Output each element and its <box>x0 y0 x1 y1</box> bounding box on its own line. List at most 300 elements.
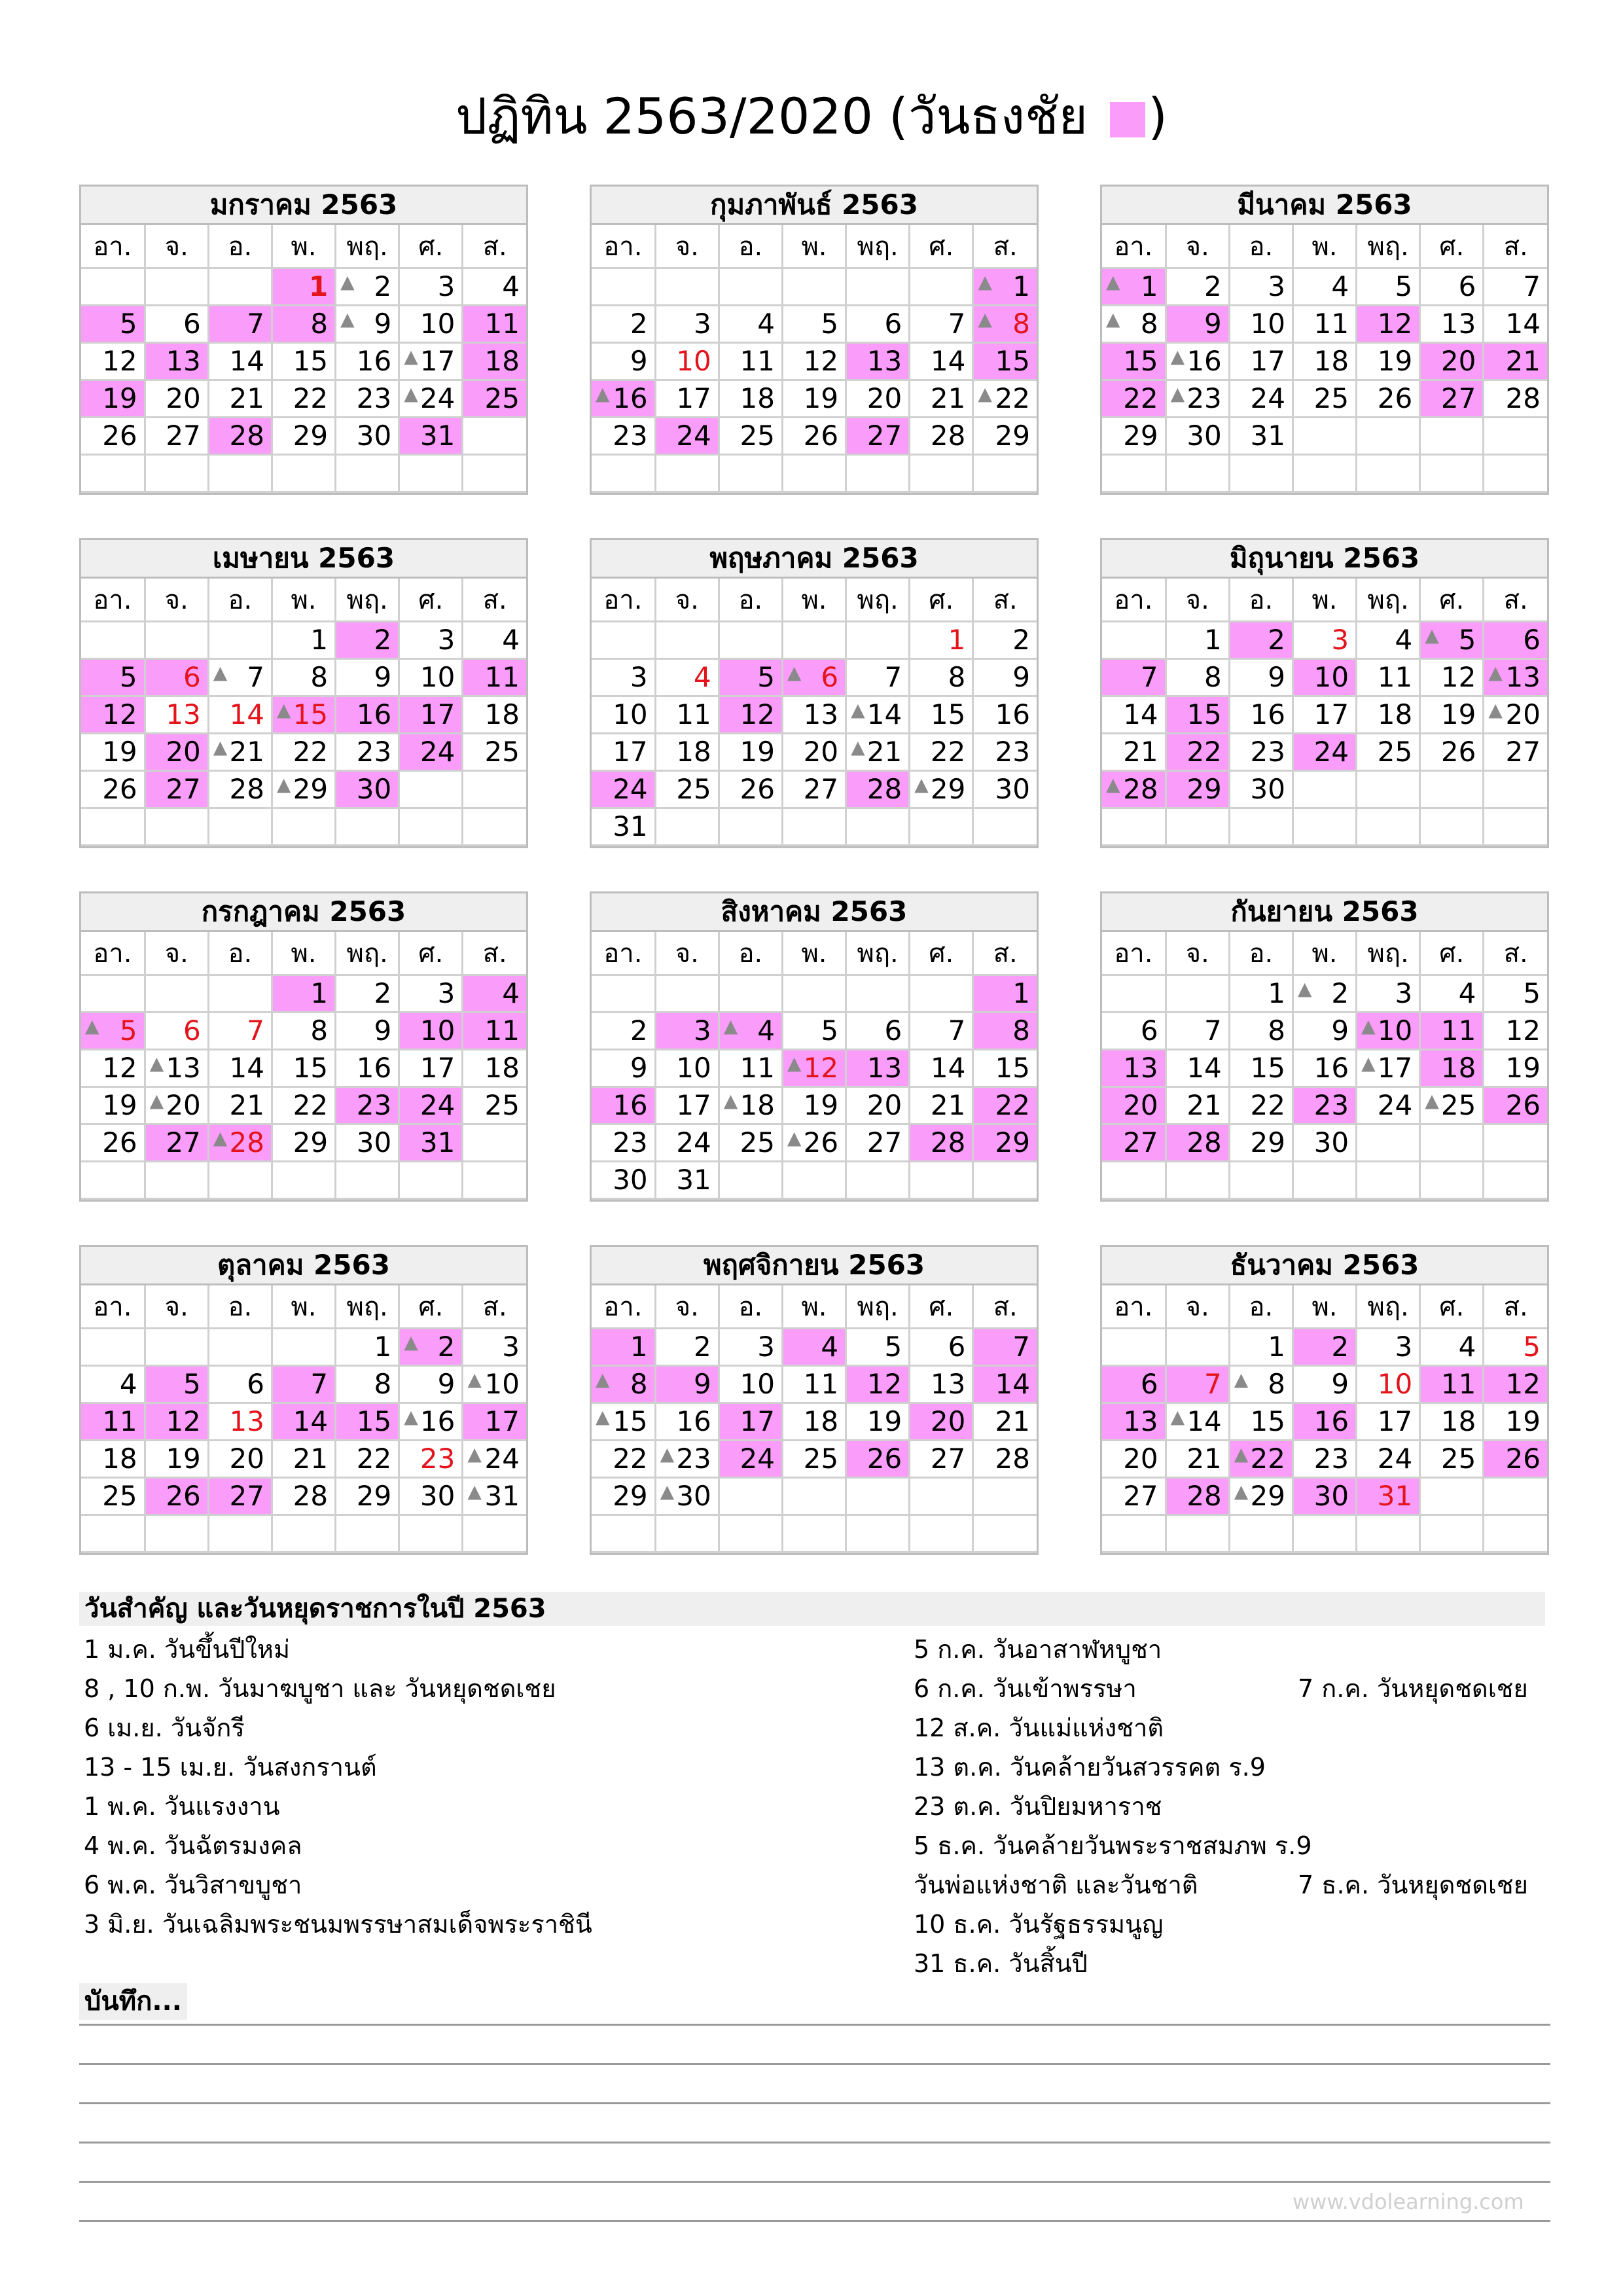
day-cell[interactable] <box>336 343 399 380</box>
day-cell[interactable] <box>973 268 1037 306</box>
day-cell[interactable] <box>592 696 655 734</box>
day-cell[interactable] <box>81 1124 145 1162</box>
day-cell[interactable] <box>782 659 846 696</box>
day-cell[interactable] <box>272 1050 335 1087</box>
day-cell[interactable] <box>846 1403 910 1441</box>
day-cell[interactable] <box>145 1050 208 1087</box>
day-cell[interactable] <box>1102 696 1166 734</box>
day-cell[interactable] <box>910 771 973 808</box>
day-cell[interactable] <box>272 306 335 343</box>
day-cell[interactable] <box>1102 1013 1166 1050</box>
day-cell[interactable] <box>910 1329 973 1366</box>
day-cell[interactable] <box>846 696 910 734</box>
day-cell[interactable] <box>910 1050 973 1087</box>
day-cell[interactable] <box>719 1013 782 1050</box>
day-cell[interactable] <box>846 306 910 343</box>
day-cell[interactable] <box>973 622 1037 659</box>
day-cell[interactable] <box>463 734 526 771</box>
day-cell[interactable] <box>272 1087 335 1124</box>
day-cell[interactable] <box>846 771 910 808</box>
day-cell[interactable] <box>463 1441 526 1478</box>
day-cell[interactable] <box>655 1478 719 1515</box>
day-cell[interactable] <box>1357 268 1420 306</box>
day-cell[interactable] <box>655 343 719 380</box>
day-cell[interactable] <box>1166 734 1229 771</box>
day-cell[interactable] <box>1357 975 1420 1013</box>
day-cell[interactable] <box>782 1013 846 1050</box>
day-cell[interactable] <box>782 1366 846 1403</box>
day-cell[interactable] <box>145 1403 208 1441</box>
day-cell[interactable] <box>208 1366 272 1403</box>
day-cell[interactable] <box>1420 975 1484 1013</box>
day-cell[interactable] <box>1102 1087 1166 1124</box>
day-cell[interactable] <box>1293 659 1356 696</box>
day-cell[interactable] <box>1166 306 1229 343</box>
day-cell[interactable] <box>1357 622 1420 659</box>
day-cell[interactable] <box>145 380 208 418</box>
day-cell[interactable] <box>655 1329 719 1366</box>
day-cell[interactable] <box>1420 1441 1484 1478</box>
day-cell[interactable] <box>1357 734 1420 771</box>
day-cell[interactable] <box>1357 1013 1420 1050</box>
day-cell[interactable] <box>272 380 335 418</box>
day-cell[interactable] <box>1484 1087 1547 1124</box>
day-cell[interactable] <box>208 418 272 455</box>
day-cell[interactable] <box>1357 659 1420 696</box>
day-cell[interactable] <box>910 1403 973 1441</box>
day-cell[interactable] <box>592 418 655 455</box>
day-cell[interactable] <box>910 380 973 418</box>
day-cell[interactable] <box>782 1050 846 1087</box>
day-cell[interactable] <box>1293 1441 1356 1478</box>
day-cell[interactable] <box>719 1366 782 1403</box>
day-cell[interactable] <box>1229 1124 1293 1162</box>
day-cell[interactable] <box>655 734 719 771</box>
day-cell[interactable] <box>463 1403 526 1441</box>
day-cell[interactable] <box>1420 622 1484 659</box>
day-cell[interactable] <box>208 734 272 771</box>
day-cell[interactable] <box>592 380 655 418</box>
day-cell[interactable] <box>399 1013 463 1050</box>
day-cell[interactable] <box>399 659 463 696</box>
day-cell[interactable] <box>81 1050 145 1087</box>
day-cell[interactable] <box>145 1087 208 1124</box>
day-cell[interactable] <box>1420 1329 1484 1366</box>
day-cell[interactable] <box>1166 696 1229 734</box>
day-cell[interactable] <box>1166 659 1229 696</box>
day-cell[interactable] <box>592 1050 655 1087</box>
day-cell[interactable] <box>782 418 846 455</box>
day-cell[interactable] <box>145 1478 208 1515</box>
day-cell[interactable] <box>272 771 335 808</box>
day-cell[interactable] <box>973 1087 1037 1124</box>
day-cell[interactable] <box>399 380 463 418</box>
day-cell[interactable] <box>719 771 782 808</box>
day-cell[interactable] <box>910 659 973 696</box>
day-cell[interactable] <box>1229 734 1293 771</box>
day-cell[interactable] <box>1420 1050 1484 1087</box>
day-cell[interactable] <box>399 268 463 306</box>
day-cell[interactable] <box>1166 1478 1229 1515</box>
day-cell[interactable] <box>1484 1329 1547 1366</box>
day-cell[interactable] <box>1166 1087 1229 1124</box>
memo-line[interactable] <box>79 2181 1550 2183</box>
day-cell[interactable] <box>272 696 335 734</box>
day-cell[interactable] <box>1357 1329 1420 1366</box>
day-cell[interactable] <box>1229 1403 1293 1441</box>
day-cell[interactable] <box>463 1366 526 1403</box>
day-cell[interactable] <box>208 1013 272 1050</box>
day-cell[interactable] <box>973 418 1037 455</box>
day-cell[interactable] <box>719 659 782 696</box>
day-cell[interactable] <box>81 380 145 418</box>
day-cell[interactable] <box>1102 268 1166 306</box>
day-cell[interactable] <box>655 696 719 734</box>
day-cell[interactable] <box>336 1403 399 1441</box>
day-cell[interactable] <box>272 1441 335 1478</box>
day-cell[interactable] <box>1293 975 1356 1013</box>
day-cell[interactable] <box>1484 696 1547 734</box>
day-cell[interactable] <box>719 1087 782 1124</box>
day-cell[interactable] <box>719 418 782 455</box>
day-cell[interactable] <box>1102 771 1166 808</box>
day-cell[interactable] <box>655 306 719 343</box>
day-cell[interactable] <box>655 1366 719 1403</box>
day-cell[interactable] <box>910 343 973 380</box>
day-cell[interactable] <box>782 734 846 771</box>
day-cell[interactable] <box>1102 1124 1166 1162</box>
day-cell[interactable] <box>1420 1087 1484 1124</box>
day-cell[interactable] <box>1484 1366 1547 1403</box>
day-cell[interactable] <box>1102 306 1166 343</box>
day-cell[interactable] <box>336 1366 399 1403</box>
day-cell[interactable] <box>336 771 399 808</box>
day-cell[interactable] <box>910 306 973 343</box>
day-cell[interactable] <box>399 622 463 659</box>
day-cell[interactable] <box>463 1329 526 1366</box>
day-cell[interactable] <box>1293 1050 1356 1087</box>
day-cell[interactable] <box>208 1050 272 1087</box>
day-cell[interactable] <box>592 1162 655 1199</box>
day-cell[interactable] <box>272 659 335 696</box>
day-cell[interactable] <box>655 659 719 696</box>
day-cell[interactable] <box>208 1087 272 1124</box>
day-cell[interactable] <box>782 1087 846 1124</box>
day-cell[interactable] <box>1102 343 1166 380</box>
day-cell[interactable] <box>782 1403 846 1441</box>
day-cell[interactable] <box>719 696 782 734</box>
day-cell[interactable] <box>719 1329 782 1366</box>
day-cell[interactable] <box>592 771 655 808</box>
day-cell[interactable] <box>782 380 846 418</box>
day-cell[interactable] <box>655 1162 719 1199</box>
day-cell[interactable] <box>655 771 719 808</box>
day-cell[interactable] <box>592 343 655 380</box>
day-cell[interactable] <box>1420 1013 1484 1050</box>
day-cell[interactable] <box>208 659 272 696</box>
day-cell[interactable] <box>846 659 910 696</box>
day-cell[interactable] <box>1420 1366 1484 1403</box>
day-cell[interactable] <box>592 659 655 696</box>
day-cell[interactable] <box>463 975 526 1013</box>
day-cell[interactable] <box>272 1366 335 1403</box>
day-cell[interactable] <box>336 1478 399 1515</box>
day-cell[interactable] <box>1484 306 1547 343</box>
day-cell[interactable] <box>336 1050 399 1087</box>
day-cell[interactable] <box>463 622 526 659</box>
day-cell[interactable] <box>145 771 208 808</box>
day-cell[interactable] <box>208 696 272 734</box>
day-cell[interactable] <box>399 1050 463 1087</box>
day-cell[interactable] <box>1166 1050 1229 1087</box>
day-cell[interactable] <box>1293 1478 1356 1515</box>
day-cell[interactable] <box>655 1087 719 1124</box>
day-cell[interactable] <box>81 1013 145 1050</box>
day-cell[interactable] <box>399 418 463 455</box>
day-cell[interactable] <box>1420 696 1484 734</box>
day-cell[interactable] <box>336 696 399 734</box>
day-cell[interactable] <box>719 1124 782 1162</box>
day-cell[interactable] <box>1102 380 1166 418</box>
day-cell[interactable] <box>1166 771 1229 808</box>
day-cell[interactable] <box>1229 1087 1293 1124</box>
day-cell[interactable] <box>272 418 335 455</box>
day-cell[interactable] <box>81 771 145 808</box>
day-cell[interactable] <box>910 1441 973 1478</box>
day-cell[interactable] <box>1166 1013 1229 1050</box>
day-cell[interactable] <box>272 622 335 659</box>
day-cell[interactable] <box>1420 1403 1484 1441</box>
day-cell[interactable] <box>1420 380 1484 418</box>
day-cell[interactable] <box>1229 1366 1293 1403</box>
day-cell[interactable] <box>1293 622 1356 659</box>
day-cell[interactable] <box>1293 734 1356 771</box>
day-cell[interactable] <box>463 268 526 306</box>
day-cell[interactable] <box>399 1366 463 1403</box>
day-cell[interactable] <box>910 1087 973 1124</box>
day-cell[interactable] <box>846 380 910 418</box>
day-cell[interactable] <box>336 622 399 659</box>
day-cell[interactable] <box>1420 343 1484 380</box>
day-cell[interactable] <box>208 1124 272 1162</box>
day-cell[interactable] <box>1229 659 1293 696</box>
day-cell[interactable] <box>1357 343 1420 380</box>
day-cell[interactable] <box>592 1329 655 1366</box>
day-cell[interactable] <box>1293 1124 1356 1162</box>
day-cell[interactable] <box>208 771 272 808</box>
day-cell[interactable] <box>592 734 655 771</box>
day-cell[interactable] <box>1229 1013 1293 1050</box>
day-cell[interactable] <box>145 1124 208 1162</box>
day-cell[interactable] <box>81 696 145 734</box>
day-cell[interactable] <box>399 1329 463 1366</box>
day-cell[interactable] <box>272 1478 335 1515</box>
memo-line[interactable] <box>79 2102 1550 2104</box>
day-cell[interactable] <box>846 1124 910 1162</box>
day-cell[interactable] <box>1293 1013 1356 1050</box>
day-cell[interactable] <box>782 771 846 808</box>
day-cell[interactable] <box>145 1441 208 1478</box>
day-cell[interactable] <box>1229 268 1293 306</box>
day-cell[interactable] <box>272 1124 335 1162</box>
day-cell[interactable] <box>910 622 973 659</box>
day-cell[interactable] <box>1229 1050 1293 1087</box>
day-cell[interactable] <box>1420 734 1484 771</box>
day-cell[interactable] <box>973 975 1037 1013</box>
day-cell[interactable] <box>1293 1403 1356 1441</box>
day-cell[interactable] <box>1229 771 1293 808</box>
memo-line[interactable] <box>79 2063 1550 2065</box>
day-cell[interactable] <box>1484 659 1547 696</box>
day-cell[interactable] <box>719 1403 782 1441</box>
day-cell[interactable] <box>910 696 973 734</box>
day-cell[interactable] <box>463 1013 526 1050</box>
day-cell[interactable] <box>1357 306 1420 343</box>
day-cell[interactable] <box>1229 380 1293 418</box>
day-cell[interactable] <box>973 1441 1037 1478</box>
day-cell[interactable] <box>1357 1441 1420 1478</box>
day-cell[interactable] <box>81 1478 145 1515</box>
memo-line[interactable] <box>79 2220 1550 2222</box>
day-cell[interactable] <box>910 1366 973 1403</box>
day-cell[interactable] <box>1357 1403 1420 1441</box>
day-cell[interactable] <box>81 306 145 343</box>
day-cell[interactable] <box>782 1441 846 1478</box>
memo-line[interactable] <box>79 2142 1550 2144</box>
day-cell[interactable] <box>1293 696 1356 734</box>
day-cell[interactable] <box>81 1366 145 1403</box>
day-cell[interactable] <box>1484 1403 1547 1441</box>
day-cell[interactable] <box>81 734 145 771</box>
day-cell[interactable] <box>336 1013 399 1050</box>
day-cell[interactable] <box>463 696 526 734</box>
day-cell[interactable] <box>1484 622 1547 659</box>
day-cell[interactable] <box>846 1366 910 1403</box>
day-cell[interactable] <box>1229 306 1293 343</box>
day-cell[interactable] <box>1420 268 1484 306</box>
day-cell[interactable] <box>336 1441 399 1478</box>
day-cell[interactable] <box>973 734 1037 771</box>
day-cell[interactable] <box>1229 1441 1293 1478</box>
day-cell[interactable] <box>1484 734 1547 771</box>
day-cell[interactable] <box>208 1403 272 1441</box>
day-cell[interactable] <box>592 1013 655 1050</box>
day-cell[interactable] <box>1166 1124 1229 1162</box>
day-cell[interactable] <box>846 343 910 380</box>
day-cell[interactable] <box>272 975 335 1013</box>
day-cell[interactable] <box>336 734 399 771</box>
day-cell[interactable] <box>1166 343 1229 380</box>
day-cell[interactable] <box>1102 1050 1166 1087</box>
day-cell[interactable] <box>1166 418 1229 455</box>
memo-line[interactable] <box>79 2024 1550 2026</box>
day-cell[interactable] <box>1166 1403 1229 1441</box>
day-cell[interactable] <box>910 418 973 455</box>
day-cell[interactable] <box>1357 380 1420 418</box>
day-cell[interactable] <box>655 1403 719 1441</box>
day-cell[interactable] <box>719 343 782 380</box>
day-cell[interactable] <box>1293 1087 1356 1124</box>
day-cell[interactable] <box>399 1478 463 1515</box>
day-cell[interactable] <box>782 1124 846 1162</box>
day-cell[interactable] <box>81 343 145 380</box>
day-cell[interactable] <box>1229 696 1293 734</box>
day-cell[interactable] <box>463 1050 526 1087</box>
day-cell[interactable] <box>81 659 145 696</box>
day-cell[interactable] <box>1293 380 1356 418</box>
day-cell[interactable] <box>336 380 399 418</box>
day-cell[interactable] <box>973 696 1037 734</box>
day-cell[interactable] <box>782 306 846 343</box>
day-cell[interactable] <box>81 1087 145 1124</box>
day-cell[interactable] <box>655 1050 719 1087</box>
day-cell[interactable] <box>1102 1403 1166 1441</box>
day-cell[interactable] <box>1484 1050 1547 1087</box>
day-cell[interactable] <box>592 1087 655 1124</box>
day-cell[interactable] <box>1102 734 1166 771</box>
day-cell[interactable] <box>1357 1087 1420 1124</box>
day-cell[interactable] <box>81 1403 145 1441</box>
day-cell[interactable] <box>1102 659 1166 696</box>
day-cell[interactable] <box>592 1478 655 1515</box>
day-cell[interactable] <box>1420 659 1484 696</box>
day-cell[interactable] <box>336 975 399 1013</box>
day-cell[interactable] <box>145 343 208 380</box>
day-cell[interactable] <box>399 343 463 380</box>
day-cell[interactable] <box>1484 1441 1547 1478</box>
day-cell[interactable] <box>272 343 335 380</box>
day-cell[interactable] <box>973 1124 1037 1162</box>
day-cell[interactable] <box>973 659 1037 696</box>
day-cell[interactable] <box>973 1013 1037 1050</box>
day-cell[interactable] <box>1357 696 1420 734</box>
day-cell[interactable] <box>336 1124 399 1162</box>
day-cell[interactable] <box>81 1441 145 1478</box>
day-cell[interactable] <box>1229 1478 1293 1515</box>
day-cell[interactable] <box>399 975 463 1013</box>
day-cell[interactable] <box>655 418 719 455</box>
day-cell[interactable] <box>973 306 1037 343</box>
day-cell[interactable] <box>336 306 399 343</box>
day-cell[interactable] <box>336 418 399 455</box>
day-cell[interactable] <box>463 659 526 696</box>
day-cell[interactable] <box>1484 343 1547 380</box>
day-cell[interactable] <box>719 1441 782 1478</box>
day-cell[interactable] <box>1293 343 1356 380</box>
day-cell[interactable] <box>973 1403 1037 1441</box>
day-cell[interactable] <box>846 1013 910 1050</box>
day-cell[interactable] <box>208 1478 272 1515</box>
day-cell[interactable] <box>846 1087 910 1124</box>
day-cell[interactable] <box>208 306 272 343</box>
day-cell[interactable] <box>399 1087 463 1124</box>
day-cell[interactable] <box>272 734 335 771</box>
day-cell[interactable] <box>846 1050 910 1087</box>
day-cell[interactable] <box>1102 1478 1166 1515</box>
day-cell[interactable] <box>463 1087 526 1124</box>
day-cell[interactable] <box>973 771 1037 808</box>
day-cell[interactable] <box>399 306 463 343</box>
day-cell[interactable] <box>1166 622 1229 659</box>
day-cell[interactable] <box>782 1329 846 1366</box>
day-cell[interactable] <box>399 1124 463 1162</box>
day-cell[interactable] <box>145 1366 208 1403</box>
day-cell[interactable] <box>145 734 208 771</box>
day-cell[interactable] <box>145 1013 208 1050</box>
day-cell[interactable] <box>1229 1329 1293 1366</box>
day-cell[interactable] <box>655 1013 719 1050</box>
day-cell[interactable] <box>399 1403 463 1441</box>
